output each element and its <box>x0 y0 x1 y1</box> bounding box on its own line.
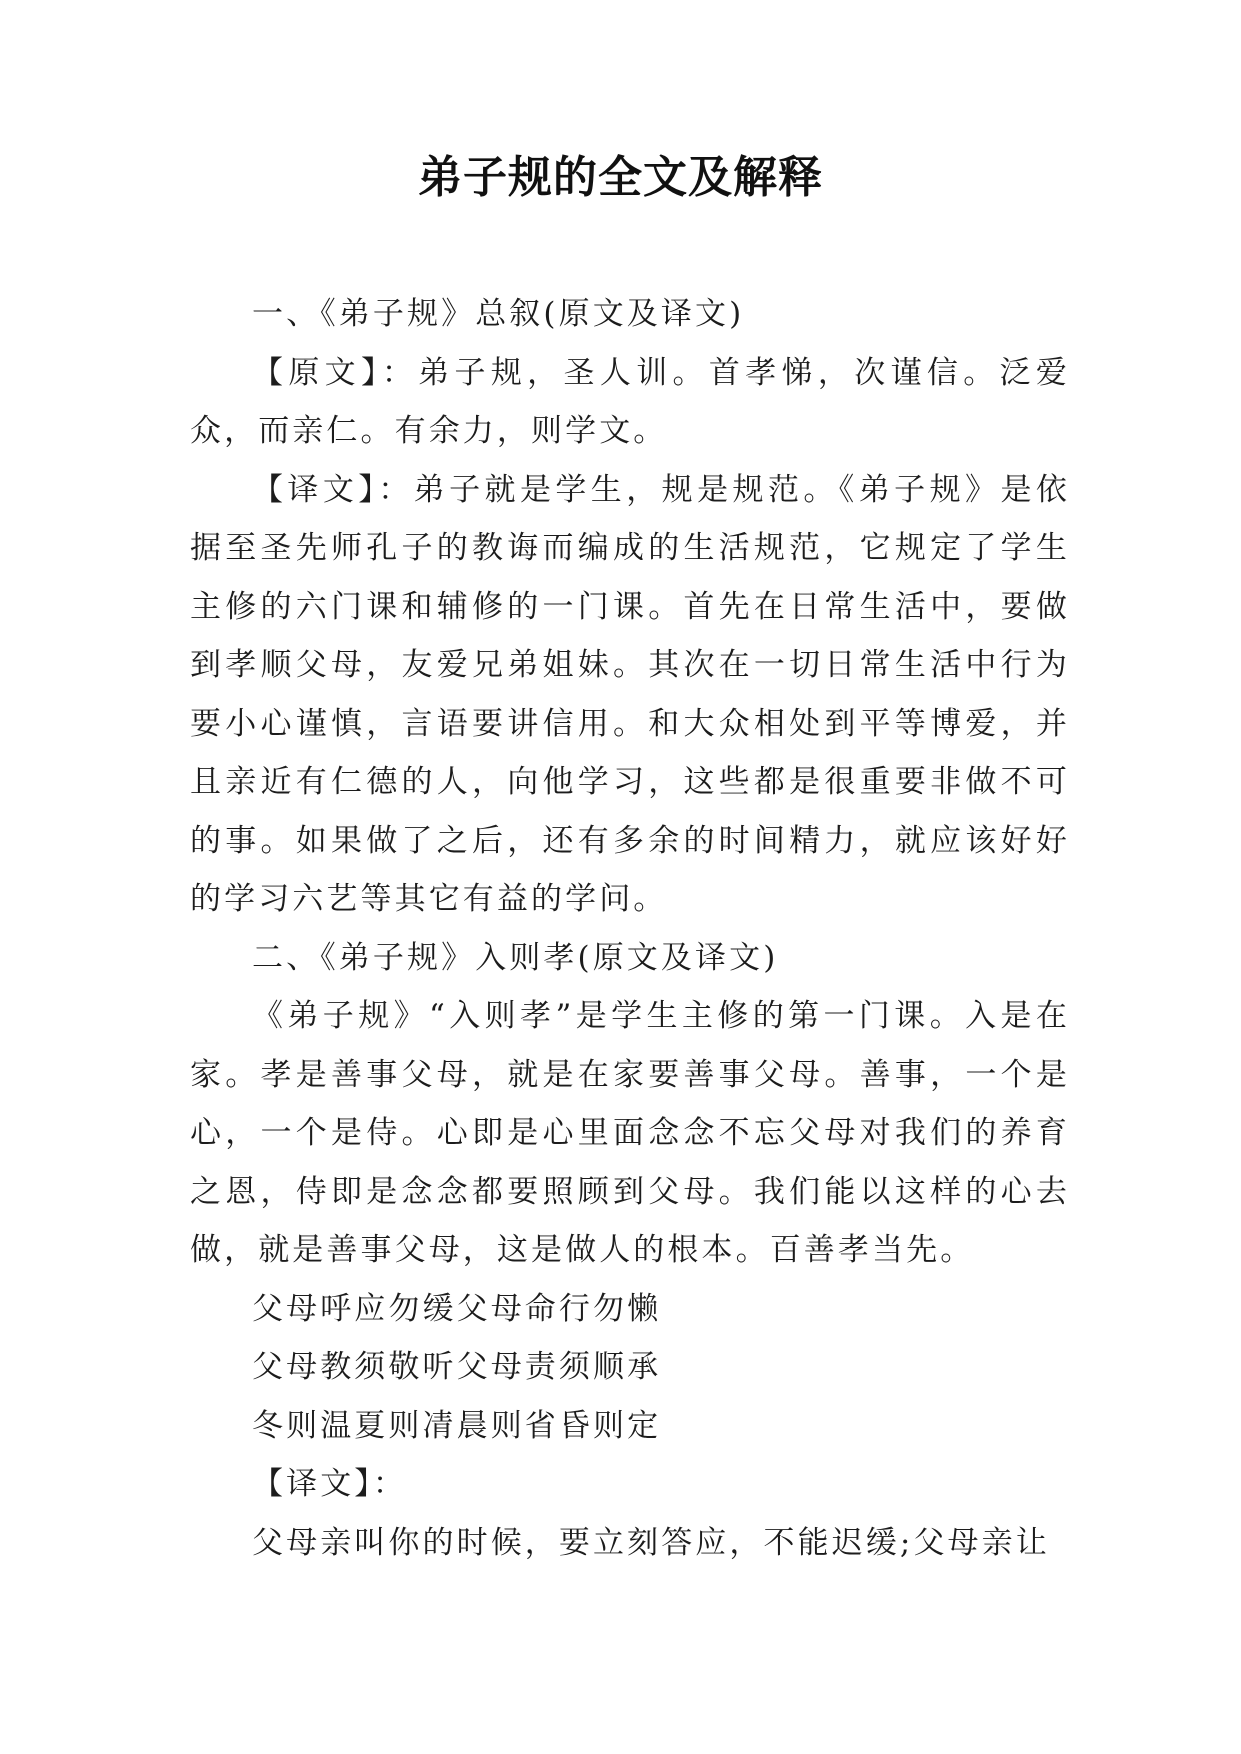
document-title: 弟子规的全文及解释 <box>418 152 823 203</box>
section-heading-1: 一、《弟子规》总叙(原文及译文) <box>252 296 745 332</box>
translation-text-start: 父母亲叫你的时候，要立刻答应，不能迟缓;父母亲让 <box>252 1524 1050 1561</box>
translation-paragraph: 【译文】：弟子就是学生，规是规范。《弟子规》是依据至圣先师孔子的教诲而编成的生活规范，它规定了学生主修的六门课和辅修的一门课。首先在日常生活中，要做到孝顺父母，友爱兄弟姐妹。其次在一切日常生活中行为要小心谨慎，言语要讲信用。和大众相处到平等博爱，并且亲近有仁德的人，向他学习，这些都是很重要非做不可的事。如果做了之后，还有多余的时间精力，就应该好好的学习六艺等其它有益的学问。 <box>190 471 1070 917</box>
original-text-paragraph: 【原文】：弟子规，圣人训。首孝悌，次谨信。泛爱众，而亲仁。有余力，则学文。 <box>190 354 1070 449</box>
verse-line-3: 冬则温夏则凊晨则省昏则定 <box>252 1407 662 1444</box>
intro-paragraph: 《弟子规》“入则孝”是学生主修的第一门课。入是在家。孝是善事父母，就是在家要善事父母。善事，一个是心，一个是侍。心即是心里面念念不忘父母对我们的养育之恩，侍即是念念都要照顾到父母。我们能以这样的心去做，就是善事父母，这是做人的根本。百善孝当先。 <box>190 998 1070 1268</box>
translation-label: 【译文】： <box>252 1466 407 1502</box>
verse-line-1: 父母呼应勿缓父母命行勿懒 <box>252 1290 662 1327</box>
verse-line-2: 父母教须敬听父母责须顺承 <box>252 1349 662 1385</box>
section-heading-2: 二、《弟子规》入则孝(原文及译文) <box>252 939 779 976</box>
document-body <box>190 285 1070 1572</box>
